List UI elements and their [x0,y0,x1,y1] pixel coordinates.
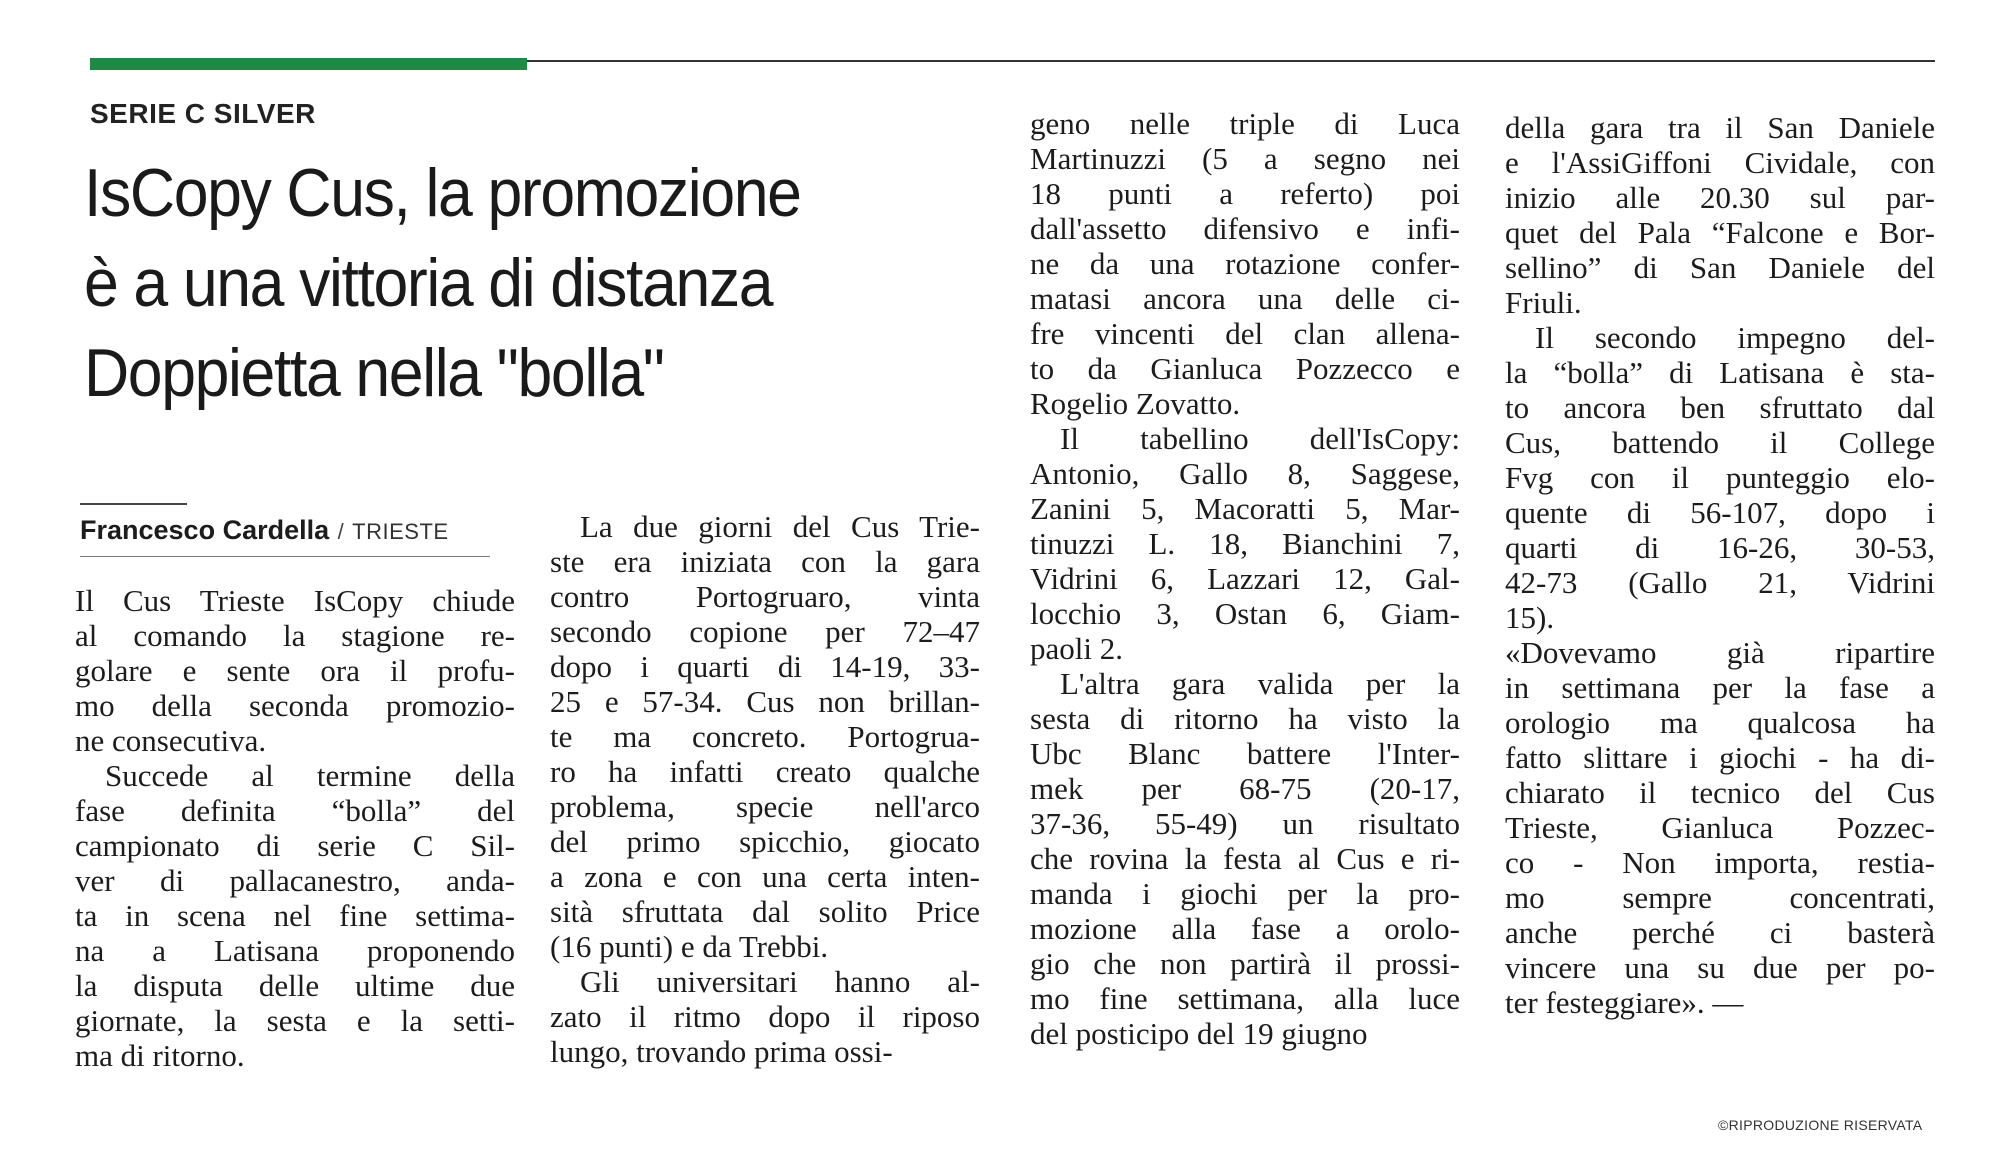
byline-author: Francesco Cardella [80,515,330,545]
section-kicker: SERIE C SILVER [90,98,316,129]
article-line: «Dovevamo già ripartire [1505,635,1935,670]
article-line: Ubc Blanc battere l'Inter- [1030,736,1460,771]
article-line: locchio 3, Ostan 6, Giam- [1030,596,1460,631]
article-line: in settimana per la fase a [1505,670,1935,705]
article-line: ro ha infatti creato qualche [550,754,980,789]
article-line: mo sempre concentrati, [1505,880,1935,915]
headline [84,148,912,418]
article-line: fase definita “bolla” del [75,793,515,828]
article-line: la “bolla” di Latisana è sta- [1505,355,1935,390]
article-line: che rovina la festa al Cus e ri- [1030,841,1460,876]
article-line: Succede al termine della [105,758,515,793]
article-line: matasi ancora una delle ci- [1030,281,1460,316]
article-column-3 [1030,106,1460,1051]
article-line: paoli 2. [1030,631,1123,666]
article-line: secondo copione per 72–47 [550,614,980,649]
article-line: Trieste, Gianluca Pozzec- [1505,810,1935,845]
article-line: Il Cus Trieste IsCopy chiude [75,583,515,618]
article-line: ne consecutiva. [75,723,267,758]
article-line: mo fine settimana, alla luce [1030,981,1460,1016]
article-line: Il tabellino dell'IsCopy: [1060,421,1460,456]
article-line: vincere una su due per po- [1505,950,1935,985]
article-line: anche perché ci basterà [1505,915,1935,950]
article-line: quet del Pala “Falcone e Bor- [1505,215,1935,250]
article-line: manda i giochi per la pro- [1030,876,1460,911]
article-line: Martinuzzi (5 a segno nei [1030,141,1460,176]
article-line: Zanini 5, Macoratti 5, Mar- [1030,491,1460,526]
article-line: sesta di ritorno ha visto la [1030,701,1460,736]
byline-separator: / [337,519,344,544]
article-line: La due giorni del Cus Trie- [580,509,980,544]
article-line: fatto slittare i giochi - ha di- [1505,740,1935,775]
byline-place: TRIESTE [352,519,449,544]
article-line: co - Non importa, restia- [1505,845,1935,880]
article-line: e l'AssiGiffoni Cividale, con [1505,145,1935,180]
article-line: della gara tra il San Daniele [1505,110,1935,145]
article-line: 37-36, 55-49) un risultato [1030,806,1460,841]
article-line: quente di 56-107, dopo i [1505,495,1935,530]
article-line: dall'assetto difensivo e infi- [1030,211,1460,246]
article-line: 15). [1505,600,1555,635]
article-line: lungo, trovando prima ossi- [550,1034,893,1069]
article-line: ste era iniziata con la gara [550,544,980,579]
article-line: gio che non partirà il prossi- [1030,946,1460,981]
article-column-1 [75,583,515,1073]
article-line: sellino” di San Daniele del [1505,250,1935,285]
article-line: golare e sente ora il profu- [75,653,515,688]
article-line: Vidrini 6, Lazzari 12, Gal- [1030,561,1460,596]
article-line: 18 punti a referto) poi [1030,176,1460,211]
byline-underline [80,556,490,557]
article-line: Antonio, Gallo 8, Saggese, [1030,456,1460,491]
article-column-2 [550,509,980,1069]
headline-line: IsCopy Cus, la promozione [84,155,801,231]
article-line: ver di pallacanestro, anda- [75,863,515,898]
article-line: tinuzzi L. 18, Bianchini 7, [1030,526,1460,561]
article-line: ta in scena nel fine settima- [75,898,515,933]
article-line: orologio ma qualcosa ha [1505,705,1935,740]
article-line: Gli universitari hanno al- [580,964,980,999]
article-line: giornate, la sesta e la setti- [75,1003,515,1038]
article-line: geno nelle triple di Luca [1030,106,1460,141]
article-column-4 [1505,110,1935,1020]
byline [80,515,449,546]
article-line: Friuli. [1505,285,1582,320]
article-line: del primo spicchio, giocato [550,824,980,859]
article-line: to ancora ben sfruttato dal [1505,390,1935,425]
article-line: Il secondo impegno del- [1535,320,1935,355]
article-line: sità sfruttata dal solito Price [550,894,980,929]
article-line: L'altra gara valida per la [1060,666,1460,701]
article-line: to da Gianluca Pozzecco e [1030,351,1460,386]
article-line: problema, specie nell'arco [550,789,980,824]
copyright-notice: ©RIPRODUZIONE RISERVATA [1718,1117,1923,1133]
article-line: (16 punti) e da Trebbi. [550,929,829,964]
article-line: la disputa delle ultime due [75,968,515,1003]
article-line: ter festeggiare». — [1505,985,1744,1020]
article-line: te ma concreto. Portogrua- [550,719,980,754]
article-line: 42-73 (Gallo 21, Vidrini [1505,565,1935,600]
article-line: ne da una rotazione confer- [1030,246,1460,281]
article-line: campionato di serie C Sil- [75,828,515,863]
article-line: mo della seconda promozio- [75,688,515,723]
article-line: quarti di 16-26, 30-53, [1505,530,1935,565]
article-line: chiarato il tecnico del Cus [1505,775,1935,810]
article-line: Fvg con il punteggio elo- [1505,460,1935,495]
article-line: Cus, battendo il College [1505,425,1935,460]
article-line: del posticipo del 19 giugno [1030,1016,1368,1051]
article-line: dopo i quarti di 14-19, 33- [550,649,980,684]
article-line: mek per 68-75 (20-17, [1030,771,1460,806]
article-line: inizio alle 20.30 sul par- [1505,180,1935,215]
headline-line: è a una vittoria di distanza [84,245,773,321]
byline-rule [80,503,187,505]
article-line: 25 e 57-34. Cus non brillan- [550,684,980,719]
article-line: Rogelio Zovatto. [1030,386,1241,421]
article-line: a zona e con una certa inten- [550,859,980,894]
headline-line: Doppietta nella "bolla" [84,335,664,411]
article-line: mozione alla fase a orolo- [1030,911,1460,946]
article-line: fre vincenti del clan allena- [1030,316,1460,351]
section-color-bar [90,58,527,70]
article-line: contro Portogruaro, vinta [550,579,980,614]
article-line: ma di ritorno. [75,1038,245,1073]
article-line: zato il ritmo dopo il riposo [550,999,980,1034]
article-line: na a Latisana proponendo [75,933,515,968]
article-line: al comando la stagione re- [75,618,515,653]
